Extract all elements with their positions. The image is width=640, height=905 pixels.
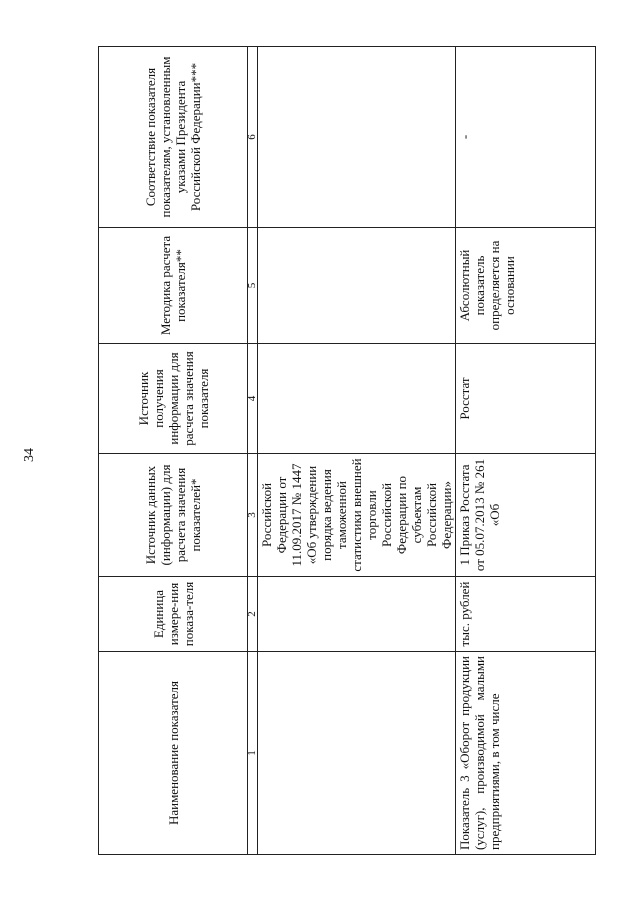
header-methodology: Методика расчета показателя**: [99, 228, 248, 344]
column-number-row: [248, 47, 258, 855]
table-cell: [258, 652, 456, 855]
table-cell: [258, 344, 456, 454]
header-row: [99, 47, 248, 855]
table-cell: [258, 577, 456, 652]
column-number: 5: [248, 228, 258, 344]
data-source-cell: 1 Приказ Росстата от 05.07.2013 № 261 «Об: [456, 454, 596, 577]
column-number: 1: [248, 652, 258, 855]
methodology-cell: Абсолютный показатель определяется на основании: [456, 228, 596, 344]
page-number: 34: [22, 448, 37, 462]
indicator-name-cell: Показатель 3 «Оборот продукции (услуг), производимой малыми предприятиями, в том числе: [456, 652, 596, 855]
header-data-source: Источник данных (информации) для расчета значения показателей*: [99, 454, 248, 577]
column-number: 2: [248, 577, 258, 652]
header-indicator-name: Наименование показателя: [99, 652, 248, 855]
data-source-continuation: Российской Федерации от 11.09.2017 № 1447 «Об утверждении порядка ведения таможенной статистики внешней торговли Российской Федерации по субъектам Российской Федерации»: [258, 454, 456, 577]
header-compliance: Соответствие показателя показателям, установленным указами Президента Российской Федерации***: [99, 47, 248, 228]
table-cell: [258, 228, 456, 344]
compliance-cell: -: [456, 47, 596, 228]
indicators-table: [98, 46, 596, 855]
table-cell: [258, 47, 456, 228]
header-info-source: Источник получения информации для расчета значения показателя: [99, 344, 248, 454]
column-number: 3: [248, 454, 258, 577]
column-number: 6: [248, 47, 258, 228]
info-source-cell: Росстат: [456, 344, 596, 454]
column-number: 4: [248, 344, 258, 454]
header-unit: Единица измере-ния показа-теля: [99, 577, 248, 652]
unit-cell: тыс. рублей: [456, 577, 596, 652]
table-row: [456, 47, 596, 855]
continuation-row: [258, 47, 456, 855]
